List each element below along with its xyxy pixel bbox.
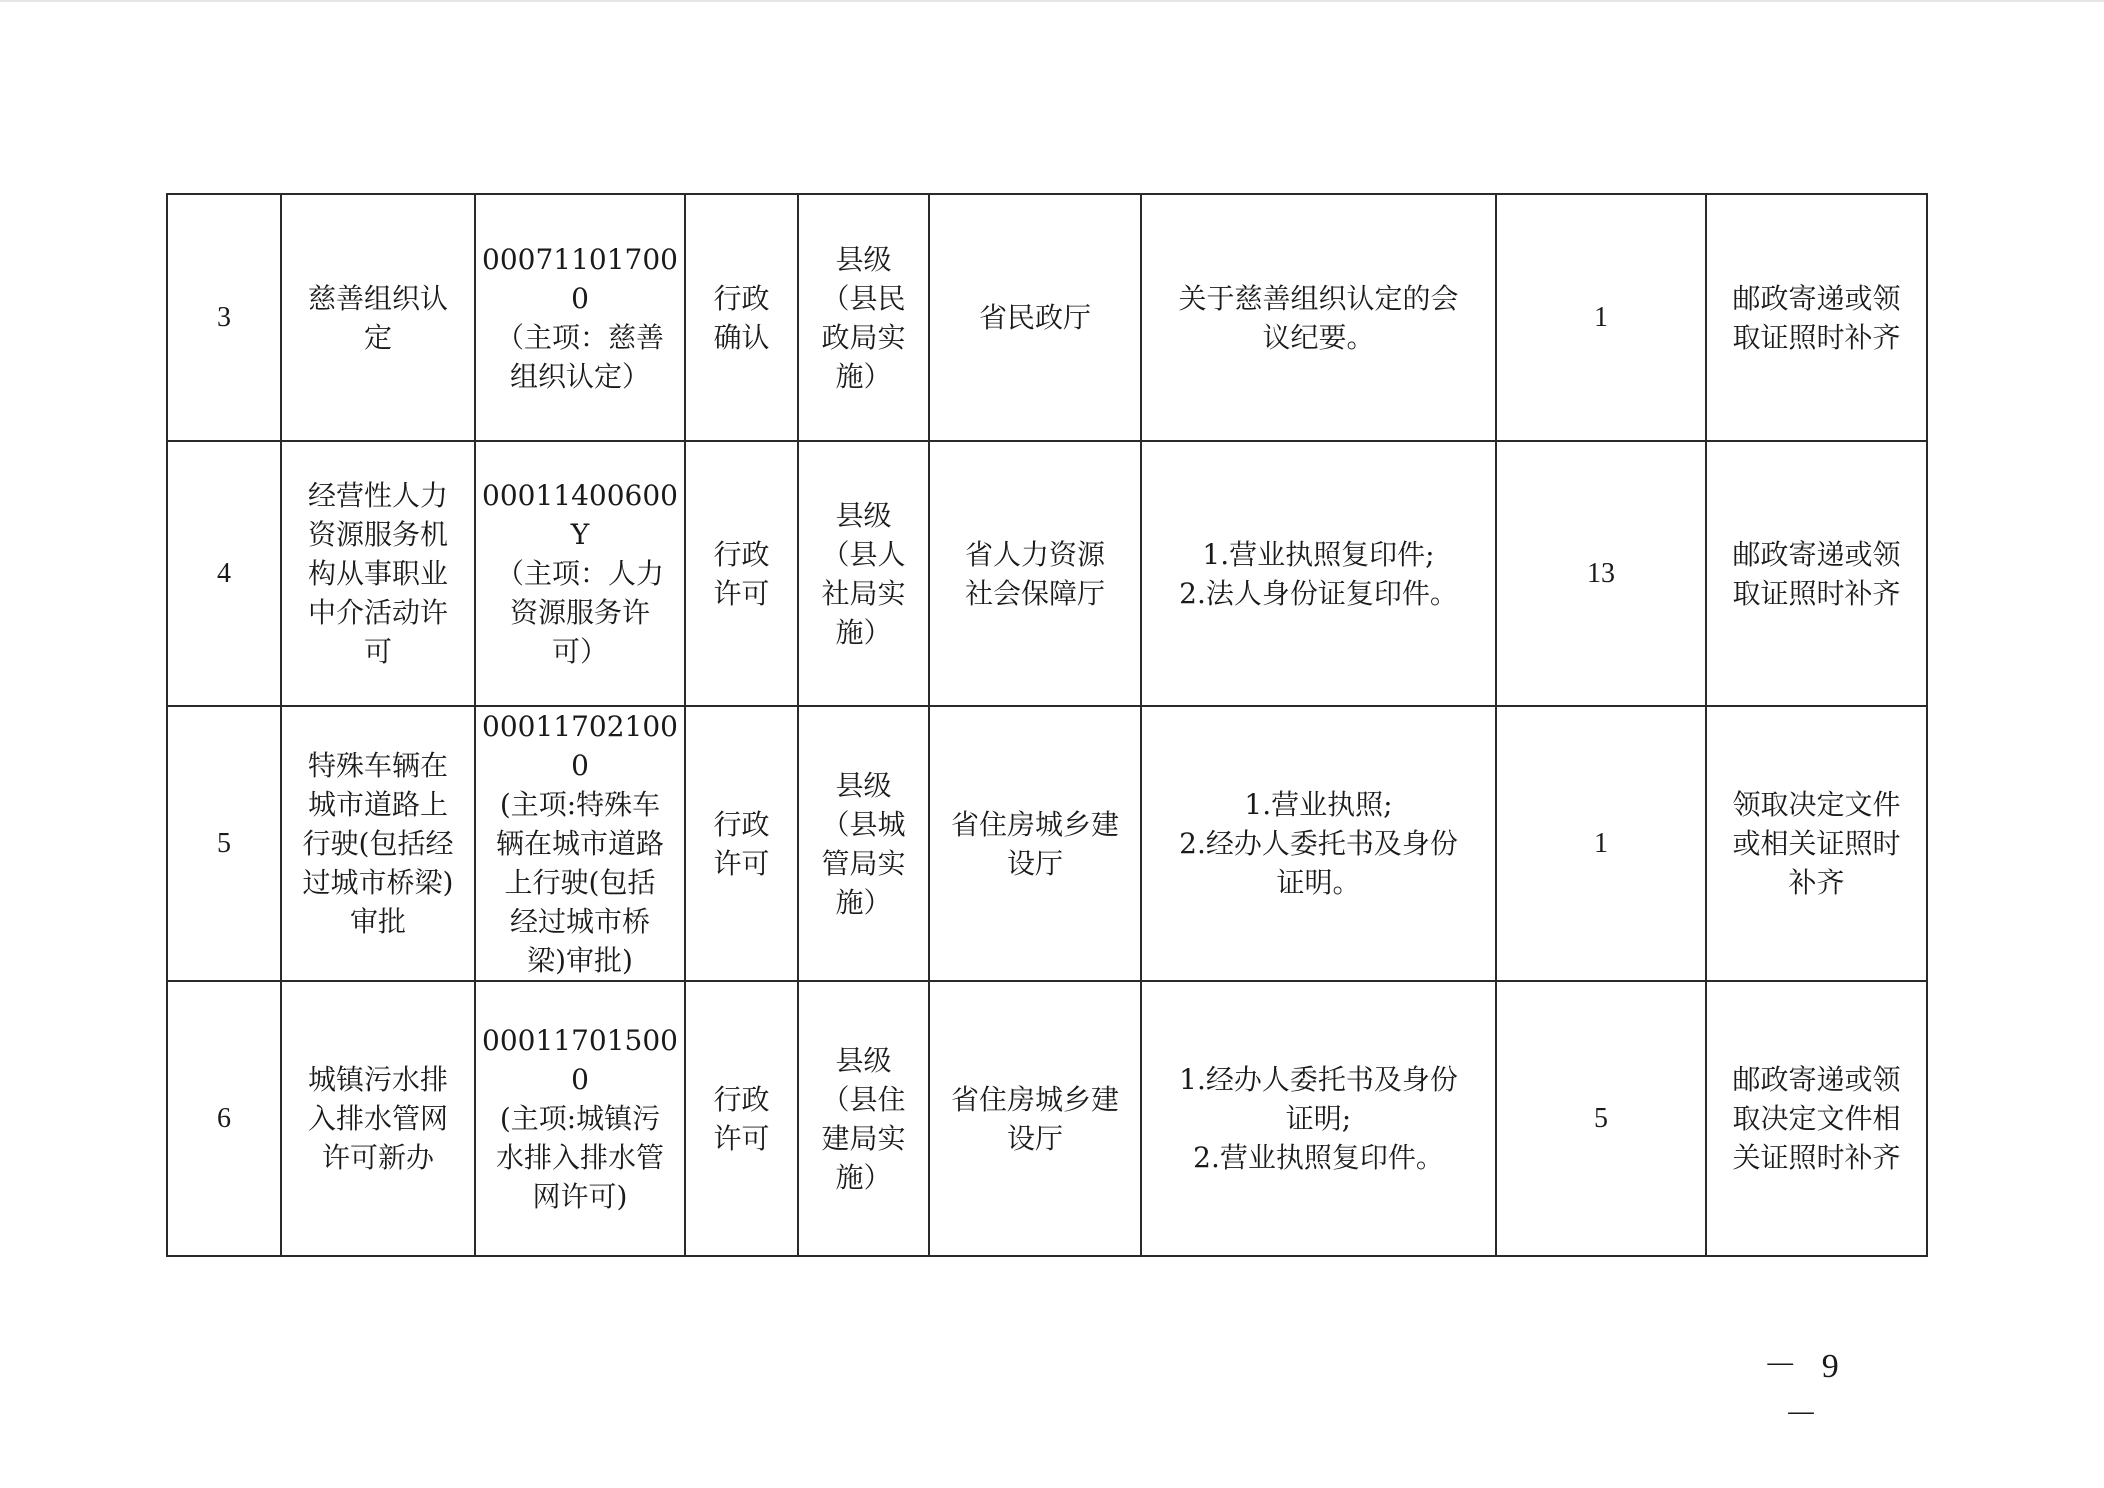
- item-category-cell: 行政 许可: [685, 441, 798, 706]
- department-cell: 省住房城乡建 设厅: [929, 981, 1141, 1256]
- table-row: [167, 194, 1927, 441]
- row-index: 5: [167, 706, 281, 981]
- count-cell: 1: [1496, 706, 1706, 981]
- implementation-level-cell: 县级 （县人 社局实 施）: [798, 441, 929, 706]
- count-cell: 13: [1496, 441, 1706, 706]
- department-cell: 省住房城乡建 设厅: [929, 706, 1141, 981]
- item-name-cell: 特殊车辆在 城市道路上 行驶(包括经 过城市桥梁) 审批: [281, 706, 475, 981]
- count-cell: 5: [1496, 981, 1706, 1256]
- table-row: [167, 706, 1927, 981]
- item-code-cell: 00011400600Y （主项：人力 资源服务许 可）: [475, 441, 685, 706]
- page-top-rule: [0, 0, 2104, 2]
- item-code-cell: 000117021000 (主项:特殊车 辆在城市道路 上行驶(包括 经过城市桥 梁)审批): [475, 706, 685, 981]
- row-index: 4: [167, 441, 281, 706]
- page-number: － 9 －: [1763, 1348, 1847, 1434]
- row-index: 3: [167, 194, 281, 441]
- count-cell: 1: [1496, 194, 1706, 441]
- row-index: 6: [167, 981, 281, 1256]
- implementation-level-cell: 县级 （县民 政局实 施）: [798, 194, 929, 441]
- item-code-cell: 000117015000 (主项:城镇污 水排入排水管 网许可): [475, 981, 685, 1256]
- department-cell: 省民政厅: [929, 194, 1141, 441]
- materials-cell: 1.营业执照; 2.经办人委托书及身份 证明。: [1141, 706, 1496, 981]
- materials-cell: 1.经办人委托书及身份 证明; 2.营业执照复印件。: [1141, 981, 1496, 1256]
- item-name-cell: 城镇污水排 入排水管网 许可新办: [281, 981, 475, 1256]
- item-code-cell: 000711017000 （主项：慈善 组织认定）: [475, 194, 685, 441]
- materials-cell: 1.营业执照复印件; 2.法人身份证复印件。: [1141, 441, 1496, 706]
- item-category-cell: 行政 许可: [685, 981, 798, 1256]
- supplement-method-cell: 邮政寄递或领 取决定文件相 关证照时补齐: [1706, 981, 1927, 1256]
- supplement-method-cell: 邮政寄递或领 取证照时补齐: [1706, 441, 1927, 706]
- table-row: [167, 441, 1927, 706]
- implementation-level-cell: 县级 （县城 管局实 施）: [798, 706, 929, 981]
- department-cell: 省人力资源 社会保障厅: [929, 441, 1141, 706]
- table-row: [167, 981, 1927, 1256]
- item-category-cell: 行政 确认: [685, 194, 798, 441]
- item-name-cell: 经营性人力 资源服务机 构从事职业 中介活动许 可: [281, 441, 475, 706]
- item-category-cell: 行政 许可: [685, 706, 798, 981]
- implementation-level-cell: 县级 （县住 建局实 施）: [798, 981, 929, 1256]
- document-table: [166, 193, 1928, 1257]
- materials-cell: 关于慈善组织认定的会 议纪要。: [1141, 194, 1496, 441]
- table-body: [167, 194, 1927, 1256]
- supplement-method-cell: 邮政寄递或领 取证照时补齐: [1706, 194, 1927, 441]
- item-name-cell: 慈善组织认 定: [281, 194, 475, 441]
- supplement-method-cell: 领取决定文件 或相关证照时 补齐: [1706, 706, 1927, 981]
